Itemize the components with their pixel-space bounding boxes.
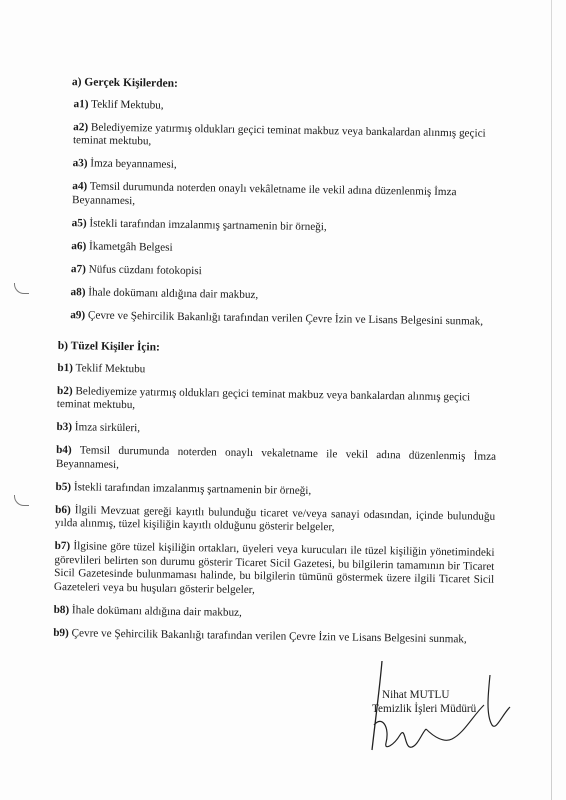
list-item	[53, 626, 493, 646]
item-text: İkametgâh Belgesi	[88, 239, 173, 254]
list-item	[55, 503, 495, 537]
list-item	[55, 480, 495, 500]
signature-stroke	[374, 721, 426, 747]
item-label: b8)	[53, 603, 70, 616]
list-item	[54, 603, 494, 623]
section-b	[53, 340, 498, 647]
signer-title: Temizlik İşleri Müdürü	[372, 703, 477, 715]
item-text: İhale dokümanı aldığına dair makbuz,	[88, 285, 259, 301]
section-b-heading: b) Tüzel Kişiler İçin:	[57, 339, 160, 354]
signer-name: Nihat MUTLU	[382, 689, 450, 701]
item-text: Çevre ve Şehircilik Bakanlığı tarafından verilen Çevre İzin ve Lisans Belgesini sunmak,	[87, 308, 484, 328]
list-item	[58, 285, 498, 305]
item-text: Nüfus cüzdanı fotokopisi	[88, 262, 202, 277]
signature-stroke	[488, 675, 510, 726]
list-item	[59, 239, 499, 259]
item-text: İlgisine göre tüzel kişiliğin ortakları, üyeleri veya kurucuları ile tüzel kişiliğin yönetimindeki görevlileri belirten son durumu gösterir Ticaret Sicil Gazetesi, bu bilgilerin tamamının bir Ticaret Sicil Gazetesinde bulunmaması halinde, bu bilgilerin tümünü göstermek üzere ilgili Ticaret Sicil Gazeteleri veya bu huşuları gösterir belgeler,	[53, 540, 495, 596]
item-text: Temsil durumunda noterden onaylı vekâletname ile vekil adına düzenlenmiş İmza Beyannamesi,	[71, 180, 457, 207]
signature-block	[372, 688, 476, 716]
item-label: a1)	[73, 97, 89, 110]
page-edge-line	[551, 0, 552, 800]
item-text: İstekli tarafından imzalanmış şartnamenin bir örneği,	[89, 216, 327, 233]
list-item	[56, 421, 496, 441]
list-item	[57, 384, 497, 418]
item-text: Teklif Mektubu,	[91, 97, 164, 112]
item-text: İstekli tarafından imzalanmış şartnamenin bir örneği,	[73, 480, 312, 497]
item-label: a6)	[71, 239, 87, 252]
item-label: a2)	[73, 120, 89, 133]
list-item	[57, 361, 497, 381]
list-item	[59, 262, 499, 282]
item-label: b5)	[55, 480, 72, 493]
item-text: Temsil durumunda noterden onaylı vekaletname ile vekil adına düzenlenmiş İmza Beyannamesi,	[55, 444, 497, 471]
item-label: a8)	[70, 285, 86, 298]
item-label: b3)	[56, 420, 73, 434]
list-item	[60, 216, 500, 236]
item-label: a3)	[72, 157, 88, 170]
item-label: a4)	[72, 180, 88, 193]
item-label: b9)	[53, 626, 69, 639]
list-item	[60, 180, 500, 214]
item-text: İhale dokümanı aldığına dair makbuz,	[71, 603, 242, 619]
item-label: b1)	[57, 361, 74, 374]
item-label: a9)	[70, 308, 86, 321]
item-label: a7)	[70, 262, 86, 275]
list-item	[61, 97, 501, 117]
list-item	[58, 308, 498, 328]
list-item	[56, 444, 496, 478]
item-text: Belediyemize yatırmış oldukları geçici teminat makbuz veya bankalardan alınmış geçici teminat mektubu,	[56, 384, 471, 412]
item-text: İmza sirküleri,	[74, 421, 141, 435]
item-label: a5)	[71, 216, 87, 229]
punch-hole-mark	[14, 495, 29, 506]
item-text: Teklif Mektubu	[75, 361, 146, 375]
item-text: Çevre ve Şehircilik Bakanlığı tarafından verilen Çevre İzin ve Lisans Belgesini sunmak,	[71, 626, 467, 645]
punch-hole-mark	[14, 283, 29, 294]
item-label: b6)	[55, 503, 71, 516]
item-label: b7)	[54, 539, 71, 553]
document-body	[53, 76, 502, 656]
item-text: İmza beyannamesi,	[90, 157, 177, 171]
item-text: İlgili Mevzuat gereği kayıtlı bulunduğu ticaret ve/veya sanayi odasından, içinde bulunduğu yılda alınmış, tüzel kişiliğin kayıtlı olduğunu gösterir belgeler,	[54, 503, 496, 534]
item-label: b2)	[56, 384, 73, 397]
section-a-heading: a) Gerçek Kişilerden:	[71, 76, 179, 90]
list-item	[61, 120, 501, 154]
item-text: Belediyemize yatırmış oldukları geçici teminat makbuz veya bankalardan alınmış geçici teminat mektubu,	[72, 120, 486, 148]
item-label: b4)	[56, 443, 72, 457]
list-item	[54, 540, 495, 601]
list-item	[61, 157, 501, 177]
section-a	[58, 76, 502, 329]
